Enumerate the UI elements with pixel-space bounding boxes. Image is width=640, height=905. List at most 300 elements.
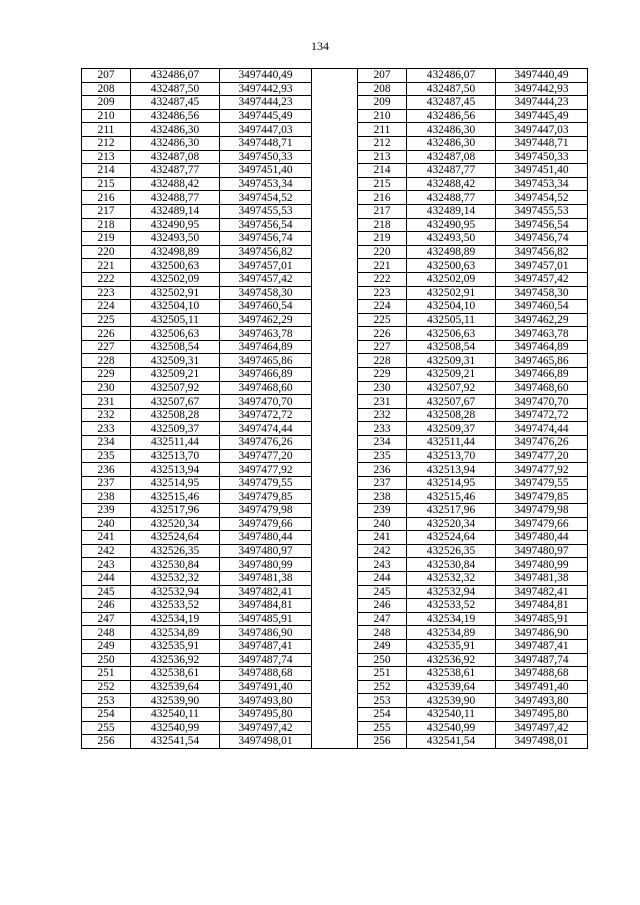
table-row: [82, 245, 588, 259]
column-gap: [312, 626, 358, 640]
left-y-coordinate-cell: 3497493,80: [220, 694, 312, 708]
right-point-number-cell: 231: [358, 395, 407, 409]
right-y-coordinate-cell: 3497474,44: [496, 422, 588, 436]
column-gap: [312, 585, 358, 599]
left-point-number-cell: 230: [82, 381, 131, 395]
left-x-coordinate-cell: 432520,34: [131, 517, 220, 531]
left-x-coordinate-cell: 432538,61: [131, 667, 220, 681]
right-y-coordinate-cell: 3497458,30: [496, 286, 588, 300]
right-x-coordinate-cell: 432487,08: [407, 150, 496, 164]
right-x-coordinate-cell: 432490,95: [407, 218, 496, 232]
left-x-coordinate-cell: 432504,10: [131, 300, 220, 314]
right-y-coordinate-cell: 3497487,74: [496, 653, 588, 667]
left-point-number-cell: 221: [82, 259, 131, 273]
right-point-number-cell: 230: [358, 381, 407, 395]
right-point-number-cell: 211: [358, 123, 407, 137]
left-y-coordinate-cell: 3497497,42: [220, 721, 312, 735]
table-row: [82, 531, 588, 545]
right-y-coordinate-cell: 3497495,80: [496, 707, 588, 721]
left-point-number-cell: 252: [82, 680, 131, 694]
right-point-number-cell: 224: [358, 300, 407, 314]
right-point-number-cell: 220: [358, 245, 407, 259]
left-x-coordinate-cell: 432487,08: [131, 150, 220, 164]
table-row: [82, 272, 588, 286]
left-x-coordinate-cell: 432539,90: [131, 694, 220, 708]
column-gap: [312, 327, 358, 341]
left-point-number-cell: 235: [82, 449, 131, 463]
left-point-number-cell: 216: [82, 191, 131, 205]
table-row: [82, 395, 588, 409]
left-y-coordinate-cell: 3497448,71: [220, 136, 312, 150]
left-x-coordinate-cell: 432487,50: [131, 82, 220, 96]
left-y-coordinate-cell: 3497465,86: [220, 354, 312, 368]
table-row: [82, 218, 588, 232]
right-point-number-cell: 229: [358, 368, 407, 382]
right-point-number-cell: 245: [358, 585, 407, 599]
table-row: [82, 408, 588, 422]
right-x-coordinate-cell: 432486,30: [407, 136, 496, 150]
right-point-number-cell: 225: [358, 313, 407, 327]
right-y-coordinate-cell: 3497477,92: [496, 463, 588, 477]
left-y-coordinate-cell: 3497476,26: [220, 436, 312, 450]
right-point-number-cell: 232: [358, 408, 407, 422]
table-row: [82, 381, 588, 395]
column-gap: [312, 639, 358, 653]
column-gap: [312, 164, 358, 178]
table-row: [82, 82, 588, 96]
right-x-coordinate-cell: 432524,64: [407, 531, 496, 545]
table-row: [82, 177, 588, 191]
table-row: [82, 626, 588, 640]
table-row: [82, 599, 588, 613]
right-point-number-cell: 247: [358, 612, 407, 626]
right-point-number-cell: 240: [358, 517, 407, 531]
left-y-coordinate-cell: 3497457,42: [220, 272, 312, 286]
right-y-coordinate-cell: 3497455,53: [496, 204, 588, 218]
left-y-coordinate-cell: 3497480,44: [220, 531, 312, 545]
table-row: [82, 259, 588, 273]
right-x-coordinate-cell: 432541,54: [407, 735, 496, 749]
column-gap: [312, 368, 358, 382]
right-x-coordinate-cell: 432487,50: [407, 82, 496, 96]
right-point-number-cell: 253: [358, 694, 407, 708]
right-y-coordinate-cell: 3497472,72: [496, 408, 588, 422]
right-x-coordinate-cell: 432532,32: [407, 571, 496, 585]
column-gap: [312, 354, 358, 368]
left-point-number-cell: 237: [82, 476, 131, 490]
table-row: [82, 667, 588, 681]
left-x-coordinate-cell: 432486,30: [131, 123, 220, 137]
left-point-number-cell: 250: [82, 653, 131, 667]
right-x-coordinate-cell: 432534,89: [407, 626, 496, 640]
column-gap: [312, 218, 358, 232]
left-point-number-cell: 214: [82, 164, 131, 178]
right-point-number-cell: 237: [358, 476, 407, 490]
right-point-number-cell: 239: [358, 504, 407, 518]
column-gap: [312, 395, 358, 409]
left-point-number-cell: 225: [82, 313, 131, 327]
right-point-number-cell: 235: [358, 449, 407, 463]
left-x-coordinate-cell: 432513,94: [131, 463, 220, 477]
left-point-number-cell: 212: [82, 136, 131, 150]
left-point-number-cell: 256: [82, 735, 131, 749]
right-point-number-cell: 241: [358, 531, 407, 545]
left-y-coordinate-cell: 3497484,81: [220, 599, 312, 613]
table-row: [82, 694, 588, 708]
table-row: [82, 571, 588, 585]
left-point-number-cell: 207: [82, 69, 131, 83]
right-y-coordinate-cell: 3497462,29: [496, 313, 588, 327]
right-y-coordinate-cell: 3497440,49: [496, 69, 588, 83]
left-x-coordinate-cell: 432486,56: [131, 109, 220, 123]
column-gap: [312, 109, 358, 123]
left-x-coordinate-cell: 432532,32: [131, 571, 220, 585]
right-point-number-cell: 256: [358, 735, 407, 749]
column-gap: [312, 136, 358, 150]
table-row: [82, 232, 588, 246]
right-point-number-cell: 219: [358, 232, 407, 246]
right-x-coordinate-cell: 432500,63: [407, 259, 496, 273]
left-y-coordinate-cell: 3497444,23: [220, 96, 312, 110]
left-x-coordinate-cell: 432515,46: [131, 490, 220, 504]
table-row: [82, 653, 588, 667]
left-x-coordinate-cell: 432513,70: [131, 449, 220, 463]
right-y-coordinate-cell: 3497481,38: [496, 571, 588, 585]
left-x-coordinate-cell: 432489,14: [131, 204, 220, 218]
right-x-coordinate-cell: 432502,09: [407, 272, 496, 286]
column-gap: [312, 531, 358, 545]
column-gap: [312, 69, 358, 83]
left-point-number-cell: 233: [82, 422, 131, 436]
right-point-number-cell: 252: [358, 680, 407, 694]
column-gap: [312, 272, 358, 286]
column-gap: [312, 82, 358, 96]
right-x-coordinate-cell: 432540,99: [407, 721, 496, 735]
left-x-coordinate-cell: 432509,37: [131, 422, 220, 436]
left-y-coordinate-cell: 3497458,30: [220, 286, 312, 300]
table-row: [82, 354, 588, 368]
right-y-coordinate-cell: 3497456,82: [496, 245, 588, 259]
right-x-coordinate-cell: 432509,37: [407, 422, 496, 436]
right-y-coordinate-cell: 3497479,98: [496, 504, 588, 518]
left-x-coordinate-cell: 432514,95: [131, 476, 220, 490]
right-y-coordinate-cell: 3497464,89: [496, 340, 588, 354]
left-x-coordinate-cell: 432539,64: [131, 680, 220, 694]
right-y-coordinate-cell: 3497479,55: [496, 476, 588, 490]
right-y-coordinate-cell: 3497442,93: [496, 82, 588, 96]
left-x-coordinate-cell: 432507,67: [131, 395, 220, 409]
left-y-coordinate-cell: 3497472,72: [220, 408, 312, 422]
page-number: 134: [311, 39, 329, 53]
left-y-coordinate-cell: 3497477,92: [220, 463, 312, 477]
right-x-coordinate-cell: 432511,44: [407, 436, 496, 450]
column-gap: [312, 504, 358, 518]
table-row: [82, 191, 588, 205]
table-row: [82, 368, 588, 382]
right-y-coordinate-cell: 3497480,99: [496, 558, 588, 572]
column-gap: [312, 694, 358, 708]
left-y-coordinate-cell: 3497491,40: [220, 680, 312, 694]
left-y-coordinate-cell: 3497451,40: [220, 164, 312, 178]
left-x-coordinate-cell: 432532,94: [131, 585, 220, 599]
left-point-number-cell: 236: [82, 463, 131, 477]
table-row: [82, 476, 588, 490]
right-point-number-cell: 228: [358, 354, 407, 368]
left-y-coordinate-cell: 3497466,89: [220, 368, 312, 382]
right-x-coordinate-cell: 432526,35: [407, 544, 496, 558]
right-y-coordinate-cell: 3497491,40: [496, 680, 588, 694]
left-x-coordinate-cell: 432490,95: [131, 218, 220, 232]
column-gap: [312, 599, 358, 613]
right-y-coordinate-cell: 3497451,40: [496, 164, 588, 178]
left-x-coordinate-cell: 432487,45: [131, 96, 220, 110]
right-y-coordinate-cell: 3497457,42: [496, 272, 588, 286]
column-gap: [312, 232, 358, 246]
left-x-coordinate-cell: 432508,28: [131, 408, 220, 422]
right-y-coordinate-cell: 3497493,80: [496, 694, 588, 708]
right-x-coordinate-cell: 432486,30: [407, 123, 496, 137]
left-y-coordinate-cell: 3497482,41: [220, 585, 312, 599]
right-point-number-cell: 218: [358, 218, 407, 232]
column-gap: [312, 340, 358, 354]
left-x-coordinate-cell: 432509,21: [131, 368, 220, 382]
column-gap: [312, 517, 358, 531]
left-y-coordinate-cell: 3497479,66: [220, 517, 312, 531]
right-x-coordinate-cell: 432514,95: [407, 476, 496, 490]
right-y-coordinate-cell: 3497498,01: [496, 735, 588, 749]
left-point-number-cell: 239: [82, 504, 131, 518]
right-y-coordinate-cell: 3497482,41: [496, 585, 588, 599]
column-gap: [312, 449, 358, 463]
left-point-number-cell: 254: [82, 707, 131, 721]
left-x-coordinate-cell: 432524,64: [131, 531, 220, 545]
right-point-number-cell: 251: [358, 667, 407, 681]
right-y-coordinate-cell: 3497476,26: [496, 436, 588, 450]
left-x-coordinate-cell: 432533,52: [131, 599, 220, 613]
right-point-number-cell: 208: [358, 82, 407, 96]
table-row: [82, 300, 588, 314]
left-y-coordinate-cell: 3497470,70: [220, 395, 312, 409]
column-gap: [312, 436, 358, 450]
right-x-coordinate-cell: 432493,50: [407, 232, 496, 246]
right-x-coordinate-cell: 432508,28: [407, 408, 496, 422]
left-y-coordinate-cell: 3497456,74: [220, 232, 312, 246]
column-gap: [312, 680, 358, 694]
column-gap: [312, 177, 358, 191]
right-y-coordinate-cell: 3497448,71: [496, 136, 588, 150]
table-row: [82, 735, 588, 749]
right-x-coordinate-cell: 432536,92: [407, 653, 496, 667]
left-point-number-cell: 243: [82, 558, 131, 572]
left-point-number-cell: 244: [82, 571, 131, 585]
right-point-number-cell: 244: [358, 571, 407, 585]
left-point-number-cell: 232: [82, 408, 131, 422]
right-y-coordinate-cell: 3497487,41: [496, 639, 588, 653]
right-point-number-cell: 249: [358, 639, 407, 653]
left-y-coordinate-cell: 3497487,41: [220, 639, 312, 653]
left-point-number-cell: 213: [82, 150, 131, 164]
left-y-coordinate-cell: 3497480,97: [220, 544, 312, 558]
right-y-coordinate-cell: 3497466,89: [496, 368, 588, 382]
table-row: [82, 69, 588, 83]
right-point-number-cell: 217: [358, 204, 407, 218]
left-point-number-cell: 227: [82, 340, 131, 354]
right-point-number-cell: 207: [358, 69, 407, 83]
right-point-number-cell: 215: [358, 177, 407, 191]
left-x-coordinate-cell: 432487,77: [131, 164, 220, 178]
left-point-number-cell: 245: [82, 585, 131, 599]
right-point-number-cell: 238: [358, 490, 407, 504]
right-x-coordinate-cell: 432515,46: [407, 490, 496, 504]
right-point-number-cell: 242: [358, 544, 407, 558]
right-point-number-cell: 222: [358, 272, 407, 286]
left-x-coordinate-cell: 432500,63: [131, 259, 220, 273]
right-point-number-cell: 216: [358, 191, 407, 205]
column-gap: [312, 612, 358, 626]
right-point-number-cell: 243: [358, 558, 407, 572]
right-y-coordinate-cell: 3497457,01: [496, 259, 588, 273]
right-y-coordinate-cell: 3497445,49: [496, 109, 588, 123]
right-x-coordinate-cell: 432513,94: [407, 463, 496, 477]
right-x-coordinate-cell: 432489,14: [407, 204, 496, 218]
column-gap: [312, 96, 358, 110]
right-y-coordinate-cell: 3497479,85: [496, 490, 588, 504]
right-x-coordinate-cell: 432533,52: [407, 599, 496, 613]
table-row: [82, 313, 588, 327]
right-x-coordinate-cell: 432513,70: [407, 449, 496, 463]
right-y-coordinate-cell: 3497480,44: [496, 531, 588, 545]
table-row: [82, 517, 588, 531]
left-y-coordinate-cell: 3497464,89: [220, 340, 312, 354]
left-y-coordinate-cell: 3497480,99: [220, 558, 312, 572]
left-point-number-cell: 234: [82, 436, 131, 450]
left-x-coordinate-cell: 432534,89: [131, 626, 220, 640]
right-x-coordinate-cell: 432487,77: [407, 164, 496, 178]
right-point-number-cell: 236: [358, 463, 407, 477]
left-y-coordinate-cell: 3497495,80: [220, 707, 312, 721]
right-y-coordinate-cell: 3497454,52: [496, 191, 588, 205]
left-x-coordinate-cell: 432540,99: [131, 721, 220, 735]
left-y-coordinate-cell: 3497479,98: [220, 504, 312, 518]
right-point-number-cell: 214: [358, 164, 407, 178]
table-row: [82, 109, 588, 123]
left-x-coordinate-cell: 432506,63: [131, 327, 220, 341]
column-gap: [312, 259, 358, 273]
table-row: [82, 544, 588, 558]
table-row: [82, 707, 588, 721]
left-y-coordinate-cell: 3497457,01: [220, 259, 312, 273]
right-x-coordinate-cell: 432504,10: [407, 300, 496, 314]
column-gap: [312, 476, 358, 490]
right-x-coordinate-cell: 432540,11: [407, 707, 496, 721]
left-x-coordinate-cell: 432498,89: [131, 245, 220, 259]
left-point-number-cell: 220: [82, 245, 131, 259]
right-x-coordinate-cell: 432488,77: [407, 191, 496, 205]
right-y-coordinate-cell: 3497456,54: [496, 218, 588, 232]
right-x-coordinate-cell: 432487,45: [407, 96, 496, 110]
left-x-coordinate-cell: 432502,09: [131, 272, 220, 286]
coordinates-table: [81, 68, 588, 749]
left-y-coordinate-cell: 3497468,60: [220, 381, 312, 395]
right-x-coordinate-cell: 432539,90: [407, 694, 496, 708]
column-gap: [312, 735, 358, 749]
right-x-coordinate-cell: 432505,11: [407, 313, 496, 327]
left-x-coordinate-cell: 432493,50: [131, 232, 220, 246]
left-y-coordinate-cell: 3497460,54: [220, 300, 312, 314]
left-y-coordinate-cell: 3497479,55: [220, 476, 312, 490]
left-point-number-cell: 247: [82, 612, 131, 626]
right-point-number-cell: 210: [358, 109, 407, 123]
left-x-coordinate-cell: 432517,96: [131, 504, 220, 518]
left-y-coordinate-cell: 3497462,29: [220, 313, 312, 327]
right-x-coordinate-cell: 432534,19: [407, 612, 496, 626]
column-gap: [312, 286, 358, 300]
column-gap: [312, 300, 358, 314]
table-row: [82, 96, 588, 110]
left-point-number-cell: 249: [82, 639, 131, 653]
right-x-coordinate-cell: 432520,34: [407, 517, 496, 531]
left-point-number-cell: 218: [82, 218, 131, 232]
left-y-coordinate-cell: 3497479,85: [220, 490, 312, 504]
left-x-coordinate-cell: 432507,92: [131, 381, 220, 395]
right-y-coordinate-cell: 3497480,97: [496, 544, 588, 558]
table-row: [82, 463, 588, 477]
right-point-number-cell: 254: [358, 707, 407, 721]
left-x-coordinate-cell: 432541,54: [131, 735, 220, 749]
table-row: [82, 680, 588, 694]
left-point-number-cell: 253: [82, 694, 131, 708]
column-gap: [312, 123, 358, 137]
right-x-coordinate-cell: 432530,84: [407, 558, 496, 572]
table-row: [82, 123, 588, 137]
table-row: [82, 585, 588, 599]
right-x-coordinate-cell: 432532,94: [407, 585, 496, 599]
right-y-coordinate-cell: 3497479,66: [496, 517, 588, 531]
left-x-coordinate-cell: 432505,11: [131, 313, 220, 327]
left-y-coordinate-cell: 3497487,74: [220, 653, 312, 667]
left-x-coordinate-cell: 432536,92: [131, 653, 220, 667]
left-y-coordinate-cell: 3497456,82: [220, 245, 312, 259]
table-row: [82, 136, 588, 150]
right-point-number-cell: 255: [358, 721, 407, 735]
right-y-coordinate-cell: 3497456,74: [496, 232, 588, 246]
left-point-number-cell: 238: [82, 490, 131, 504]
right-y-coordinate-cell: 3497488,68: [496, 667, 588, 681]
left-y-coordinate-cell: 3497455,53: [220, 204, 312, 218]
right-y-coordinate-cell: 3497444,23: [496, 96, 588, 110]
right-point-number-cell: 213: [358, 150, 407, 164]
right-x-coordinate-cell: 432508,54: [407, 340, 496, 354]
right-x-coordinate-cell: 432488,42: [407, 177, 496, 191]
left-point-number-cell: 246: [82, 599, 131, 613]
column-gap: [312, 150, 358, 164]
left-y-coordinate-cell: 3497477,20: [220, 449, 312, 463]
right-y-coordinate-cell: 3497463,78: [496, 327, 588, 341]
left-y-coordinate-cell: 3497440,49: [220, 69, 312, 83]
left-point-number-cell: 248: [82, 626, 131, 640]
left-y-coordinate-cell: 3497450,33: [220, 150, 312, 164]
right-y-coordinate-cell: 3497453,34: [496, 177, 588, 191]
right-x-coordinate-cell: 432509,31: [407, 354, 496, 368]
left-y-coordinate-cell: 3497454,52: [220, 191, 312, 205]
left-x-coordinate-cell: 432534,19: [131, 612, 220, 626]
right-y-coordinate-cell: 3497465,86: [496, 354, 588, 368]
right-y-coordinate-cell: 3497468,60: [496, 381, 588, 395]
left-point-number-cell: 210: [82, 109, 131, 123]
column-gap: [312, 408, 358, 422]
right-y-coordinate-cell: 3497486,90: [496, 626, 588, 640]
left-y-coordinate-cell: 3497447,03: [220, 123, 312, 137]
